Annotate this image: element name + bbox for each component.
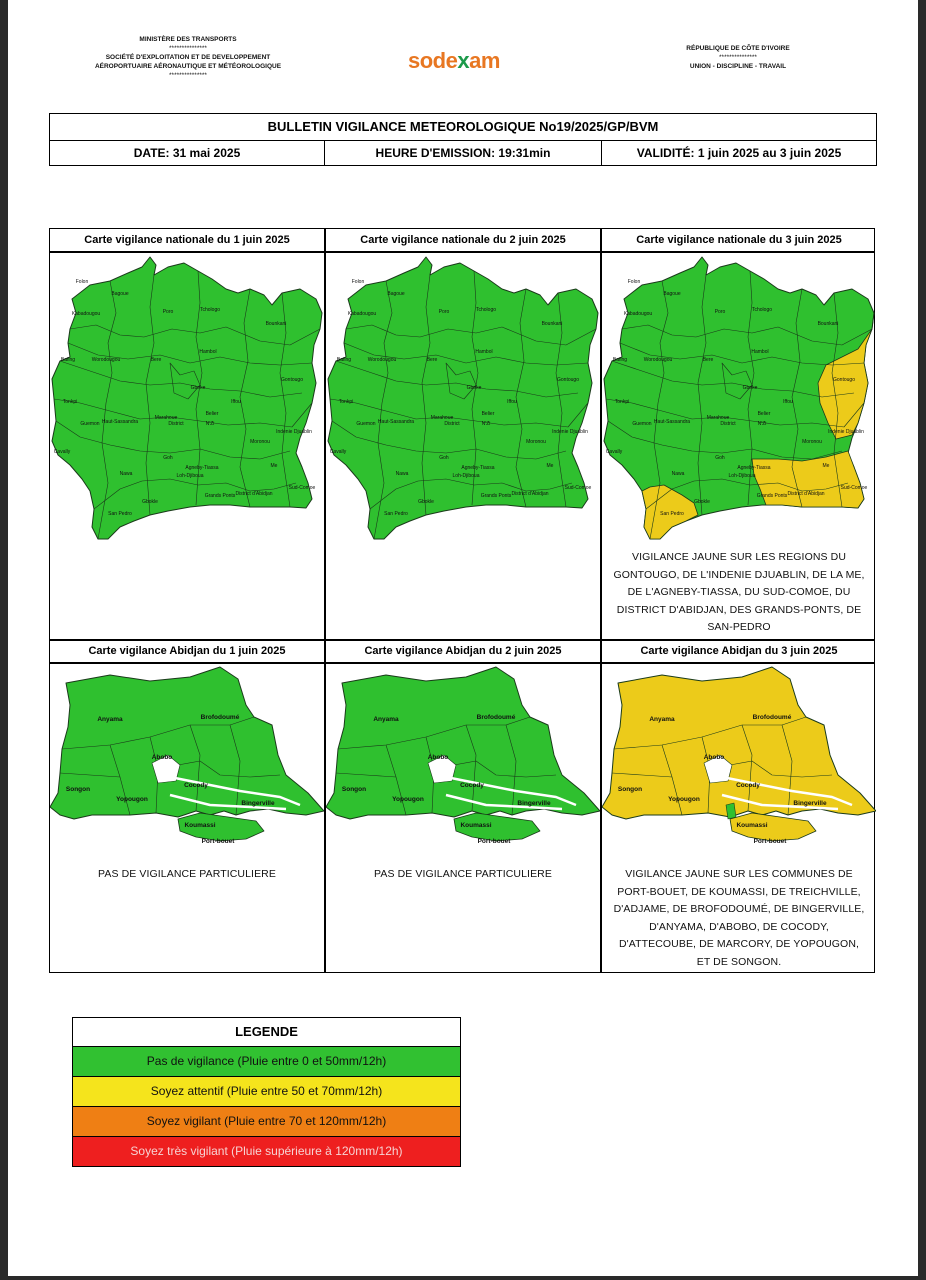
region-label: Nawa (395, 471, 409, 477)
caption-line: DISTRICT D'ABIDJAN, DES GRANDS-PONTS, DE (616, 603, 862, 616)
region-label: Gontougo (557, 377, 579, 383)
abidjan-district-outline (326, 667, 600, 819)
region-label: Bounkani (541, 321, 563, 327)
legend-item-no-vigilance: Pas de vigilance (Pluie entre 0 et 50mm/12h) (73, 1046, 460, 1076)
commune-label: Abobo (427, 754, 449, 761)
national-map-day1 (50, 253, 324, 543)
region-label: Bafing (336, 357, 352, 363)
region-label: Indenie Djuablin (828, 429, 864, 435)
region-label: District d'Abidjan (787, 491, 825, 497)
abidjan-map-title-1: Carte vigilance Abidjan du 1 juin 2025 (88, 645, 286, 657)
abidjan-map-day1 (50, 665, 324, 855)
caption-line: D'ANYAMA, D'ABOBO, DE COCODY, (649, 920, 829, 933)
region-label: Goh (715, 455, 725, 461)
abidjan-caption-day3 (602, 866, 876, 971)
map-svg (50, 665, 324, 855)
region-label: Poro (714, 309, 726, 315)
region-label: Hambol (475, 349, 493, 355)
commune-label: Port-bouet (201, 838, 235, 845)
region-label: Moronou (802, 439, 822, 445)
national-map-title-1: Carte vigilance nationale du 1 juin 2025 (84, 234, 290, 246)
commune-label: Bingerville (793, 800, 827, 807)
region-label: Guemon (356, 421, 376, 427)
logo-text-part: am (469, 48, 500, 73)
region-label: Bere (150, 357, 162, 363)
company-name-line2: AÉROPORTUAIRE AÉRONAUTIQUE ET MÉTÉOROLOGIQUE (94, 63, 282, 70)
region-label: Bounkani (265, 321, 287, 327)
bulletin-date: DATE: 31 mai 2025 (133, 146, 241, 160)
caption-line: PAS DE VIGILANCE PARTICULIERE (98, 868, 276, 880)
region-label: Folon (75, 279, 89, 285)
region-label: Worodougou (643, 357, 673, 363)
commune-label: Abobo (151, 754, 173, 761)
region-label: Goh (163, 455, 173, 461)
commune-label: Anyama (373, 716, 399, 723)
region-label: Tonkpi (614, 399, 630, 405)
region-label: Moronou (250, 439, 270, 445)
national-map-title-3: Carte vigilance nationale du 3 juin 2025 (636, 234, 842, 246)
abidjan-caption-day1 (50, 866, 324, 884)
abidjan-map-title-2: Carte vigilance Abidjan du 2 juin 2025 (364, 645, 562, 657)
caption-line: VIGILANCE JAUNE SUR LES REGIONS DU (631, 551, 847, 563)
region-label: Haut-Sassandra (101, 419, 139, 425)
abidjan-district-outline (50, 667, 324, 819)
green-commune-area (726, 803, 736, 819)
commune-label: Cocody (184, 782, 208, 789)
caption-line: PAS DE VIGILANCE PARTICULIERE (374, 868, 552, 880)
region-label: Haut-Sassandra (653, 419, 691, 425)
commune-label: Abobo (703, 754, 725, 761)
region-label: Indenie Djuablin (552, 429, 588, 435)
country-outline (328, 257, 598, 539)
caption-line: VIGILANCE JAUNE SUR LES COMMUNES DE (625, 868, 853, 880)
national-map-title-2: Carte vigilance nationale du 2 juin 2025 (360, 234, 566, 246)
region-label: Marahoue (706, 415, 730, 421)
region-label: Gontougo (833, 377, 855, 383)
region-label: San Pedro (660, 511, 684, 517)
national-caption-day3 (602, 549, 876, 637)
region-label: N'Zi (205, 421, 215, 427)
commune-label: Koumassi (736, 822, 768, 829)
region-label: Gbeke (466, 385, 482, 391)
region-label: Tchologo (751, 307, 773, 313)
commune-label: Cocody (460, 782, 484, 789)
country-outline (52, 257, 322, 539)
region-label: Marahoue (430, 415, 454, 421)
region-label: Nawa (119, 471, 133, 477)
region-label: Loh-Djiboua (452, 473, 480, 479)
region-label: Loh-Djiboua (728, 473, 756, 479)
region-label: Cavally (605, 449, 623, 455)
bulletin-emission-time: HEURE D'EMISSION: 19:31min (324, 141, 601, 165)
bulletin-validity: VALIDITÉ: 1 juin 2025 au 3 juin 2025 (601, 141, 876, 165)
region-label: Bagoue (663, 291, 681, 297)
commune-label: Port-bouet (753, 838, 787, 845)
region-label: Tchologo (199, 307, 221, 313)
caption-line: DE L'AGNEBY-TIASSA, DU SUD-COMOE, DU (627, 586, 851, 598)
region-label: Agneby-Tiassa (737, 465, 771, 471)
region-label: Grands Ponts (756, 493, 788, 499)
company-name-line1: SOCIÉTÉ D'EXPLOITATION ET DE DEVELOPPEMENT (105, 54, 271, 61)
region-label: N'Zi (757, 421, 767, 427)
commune-label: Yopougon (392, 796, 424, 803)
commune-label: Koumassi (460, 822, 492, 829)
region-label: Bere (426, 357, 438, 363)
region-label: Belier (205, 411, 219, 417)
region-label: Folon (627, 279, 641, 285)
commune-label: Songon (65, 786, 91, 793)
bulletin-title: BULLETIN VIGILANCE METEOROLOGIQUE No19/2025/GP/BVM (50, 114, 876, 141)
region-label: Iffou (783, 399, 793, 405)
region-label: Guemon (80, 421, 100, 427)
region-label: Worodougou (367, 357, 397, 363)
map-svg (50, 253, 324, 543)
region-label: Cavally (53, 449, 71, 455)
caption-line: D'ATTECOUBE, DE MARCORY, DE YOPOUGON, (618, 938, 860, 950)
republic-motto: UNION - DISCIPLINE - TRAVAIL (689, 63, 787, 70)
header-separator: *************** (719, 54, 757, 61)
region-label: Cavally (329, 449, 347, 455)
caption-line: D'ADJAME, DE BROFODOUMÉ, DE BINGERVILLE, (613, 903, 865, 915)
logo-text-part: x (457, 48, 470, 73)
region-label: Iffou (507, 399, 517, 405)
caption-line: ET DE SONGON. (696, 955, 782, 968)
region-label: San Pedro (384, 511, 408, 517)
commune-label: Brofodoumé (752, 714, 792, 721)
abidjan-district-outline (602, 667, 876, 819)
region-label: Me (822, 463, 830, 469)
region-label: Gbokle (694, 499, 710, 505)
region-label: Bafing (60, 357, 76, 363)
commune-label: Anyama (649, 716, 675, 723)
region-label: Nawa (671, 471, 685, 477)
region-label: Me (546, 463, 554, 469)
map-svg (326, 253, 600, 543)
region-label: Guemon (632, 421, 652, 427)
legend-title: LEGENDE (73, 1018, 460, 1046)
region-label: Agneby-Tiassa (461, 465, 495, 471)
commune-label: Koumassi (184, 822, 216, 829)
region-label: Kabadougou (71, 311, 101, 317)
commune-label: Brofodoumé (476, 714, 516, 721)
abidjan-map-day2 (326, 665, 600, 855)
abidjan-map-title-3: Carte vigilance Abidjan du 3 juin 2025 (640, 645, 838, 657)
region-label: San Pedro (108, 511, 132, 517)
region-label: Me (270, 463, 278, 469)
national-map-day2 (326, 253, 600, 543)
region-label: Gbokle (418, 499, 434, 505)
legend-item-vigilant: Soyez vigilant (Pluie entre 70 et 120mm/12h) (73, 1106, 460, 1136)
ministry-header (78, 35, 298, 80)
grid-divider (50, 662, 874, 664)
region-label: Tchologo (475, 307, 497, 313)
map-svg (326, 665, 600, 855)
legend-table (72, 1017, 461, 1167)
region-label: Gbeke (742, 385, 758, 391)
region-label: Bagoue (387, 291, 405, 297)
region-label: N'Zi (481, 421, 491, 427)
region-label: Kabadougou (347, 311, 377, 317)
map-svg (602, 253, 876, 543)
region-label: Poro (438, 309, 450, 315)
region-label: Belier (757, 411, 771, 417)
bulletin-page (8, 0, 918, 1276)
ministry-name: MINISTÈRE DES TRANSPORTS (139, 36, 237, 43)
region-label: Indenie Djuablin (276, 429, 312, 435)
commune-label: Anyama (97, 716, 123, 723)
commune-label: Yopougon (668, 796, 700, 803)
region-label: District (444, 421, 460, 427)
legend-item-attentive: Soyez attentif (Pluie entre 50 et 70mm/12h) (73, 1076, 460, 1106)
region-label: Moronou (526, 439, 546, 445)
region-label: Tonkpi (62, 399, 78, 405)
region-label: Sud-Comoe (840, 485, 868, 491)
region-label: District (720, 421, 736, 427)
region-label: Hambol (199, 349, 217, 355)
commune-label: Brofodoumé (200, 714, 240, 721)
logo-text-part: sode (408, 48, 458, 73)
commune-label: Songon (341, 786, 367, 793)
region-label: Kabadougou (623, 311, 653, 317)
region-label: Bagoue (111, 291, 129, 297)
commune-label: Songon (617, 786, 643, 793)
region-label: District (168, 421, 184, 427)
sodexam-logo (408, 48, 500, 74)
region-label: Sud-Comoe (564, 485, 592, 491)
region-label: Marahoue (154, 415, 178, 421)
region-label: Worodougou (91, 357, 121, 363)
commune-label: Yopougon (116, 796, 148, 803)
region-label: District d'Abidjan (511, 491, 549, 497)
region-label: Gontougo (281, 377, 303, 383)
region-label: Belier (481, 411, 495, 417)
region-label: Iffou (231, 399, 241, 405)
caption-line: PORT-BOUET, DE KOUMASSI, DE TREICHVILLE, (617, 885, 861, 898)
region-label: Gbokle (142, 499, 158, 505)
region-label: Gbeke (190, 385, 206, 391)
region-label: Sud-Comoe (288, 485, 316, 491)
region-label: Poro (162, 309, 174, 315)
caption-line: SAN-PEDRO (707, 621, 771, 633)
region-label: Folon (351, 279, 365, 285)
region-label: Haut-Sassandra (377, 419, 415, 425)
region-label: District d'Abidjan (235, 491, 273, 497)
region-label: Hambol (751, 349, 769, 355)
header-separator: *************** (169, 45, 207, 52)
region-label: Loh-Djiboua (176, 473, 204, 479)
region-label: Grands Ponts (480, 493, 512, 499)
bulletin-info-table (49, 113, 877, 166)
region-label: Bounkani (817, 321, 839, 327)
abidjan-caption-day2 (326, 866, 600, 884)
caption-line: GONTOUGO, DE L'INDENIE DJUABLIN, DE LA ME, (613, 568, 865, 581)
region-label: Tonkpi (338, 399, 354, 405)
legend-item-very-vigilant: Soyez très vigilant (Pluie supérieure à 120mm/12h) (73, 1136, 460, 1166)
commune-label: Bingerville (517, 800, 551, 807)
region-label: Bere (702, 357, 714, 363)
region-label: Goh (439, 455, 449, 461)
region-label: Agneby-Tiassa (185, 465, 219, 471)
commune-label: Port-bouet (477, 838, 511, 845)
maps-grid (49, 228, 875, 973)
commune-label: Cocody (736, 782, 760, 789)
commune-label: Bingerville (241, 800, 275, 807)
republic-name: RÉPUBLIQUE DE CÔTE D'IVOIRE (686, 45, 790, 52)
map-svg (602, 665, 876, 855)
abidjan-map-day3 (602, 665, 876, 855)
region-label: Bafing (612, 357, 628, 363)
national-map-day3 (602, 253, 876, 543)
region-label: Grands Ponts (204, 493, 236, 499)
header-separator: *************** (169, 72, 207, 79)
republic-header (658, 44, 818, 71)
